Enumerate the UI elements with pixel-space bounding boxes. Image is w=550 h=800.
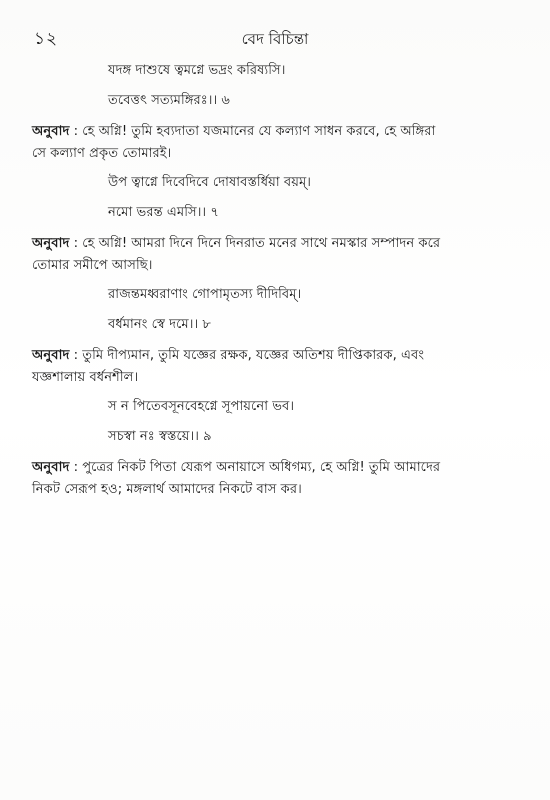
verse-8-line-1: রাজন্তমধ্বরাণাং গোপামৃতস্য দীদিবিম্। [108, 287, 302, 302]
translation-8-line-2: যজ্ঞশালায় বর্ধনশীল। [32, 370, 139, 385]
translation-label: অনুবাদ [32, 236, 70, 251]
verse-9-line-2: সচস্বা নঃ স্বস্তয়ে।। ৯ [108, 429, 212, 444]
translation-7-line-2: তোমার সমীপে আসছি। [32, 258, 153, 273]
verse-9-line-1: স ন পিতেবসূনবেহগ্নে সূপায়নো ভব। [108, 399, 295, 414]
translation-9-line-2: নিকট সেরূপ হও; মঙ্গলার্থ আমাদের নিকটে বাস কর। [32, 482, 302, 497]
translation-6-line-2: সে কল্যাণ প্রকৃত তোমারই। [32, 146, 172, 161]
verse-8-line-2: বর্ধমানং স্বে দমে।। ৮ [108, 317, 211, 332]
translation-6-line-1 [32, 123, 435, 141]
translation-7-line-1 [32, 235, 440, 253]
running-title: বেদ বিচিন্তা [241, 30, 309, 48]
translation-text: : হে অগ্নি! আমরা দিনে দিনে দিনরাত মনের সাথে নমস্কার সম্পাদন করে [73, 236, 441, 251]
verse-7-line-1: উপ ত্বাগ্নে দিবেদিবে দোষাবস্তর্ধিয়া বয়ম্। [108, 175, 312, 190]
translation-label: অনুবাদ [32, 348, 70, 363]
translation-9-line-1 [32, 459, 440, 477]
translation-text: : হে অগ্নি! তুমি হব্যদাতা যজমানের যে কল্যাণ সাধন করবে, হে অঙ্গিরা [73, 124, 436, 139]
translation-label: অনুবাদ [32, 460, 70, 475]
translation-text: : তুমি দীপ্যমান, তুমি যজ্ঞের রক্ষক, যজ্ঞের অতিশয় দীপ্তিকারক, এবং [73, 348, 425, 363]
translation-8-line-1 [32, 347, 424, 365]
verse-6-line-1: যদঙ্গ দাশুষে ত্বমগ্নে ভদ্রং করিষ্যসি। [108, 63, 286, 78]
verse-7-line-2: নমো ভরন্ত এমসি।। ৭ [108, 205, 219, 220]
translation-text: : পুত্রের নিকট পিতা যেরূপ অনায়াসে অধিগম্য, হে অগ্নি! তুমি আমাদের [73, 460, 441, 475]
page-header [0, 26, 550, 50]
verse-6-line-2: তবেত্তৎ সত্যমঙ্গিরঃ।। ৬ [108, 93, 230, 108]
page-number: ১২ [34, 29, 59, 49]
translation-label: অনুবাদ [32, 124, 70, 139]
